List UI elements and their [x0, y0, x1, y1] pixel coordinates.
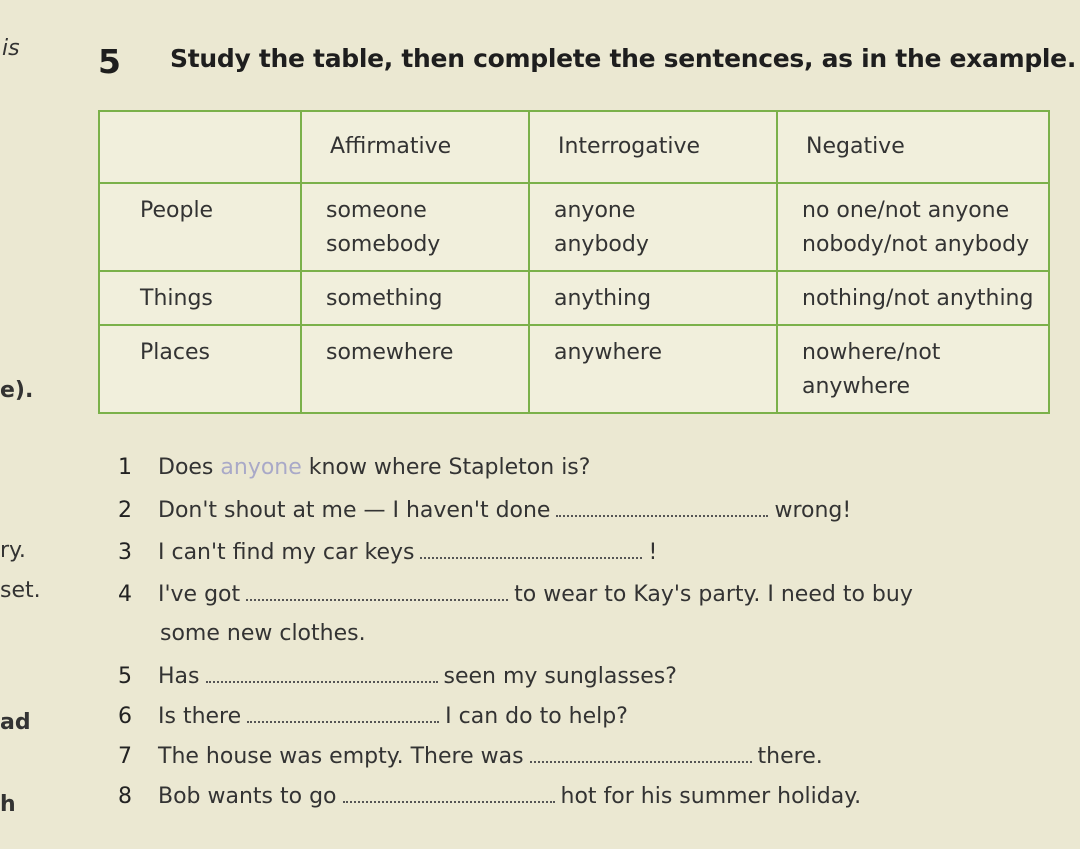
sentence-text: to wear to Kay's party. I need to buy	[514, 582, 913, 607]
sentence-text: I can do to help?	[445, 704, 628, 729]
cell-word: no one/not anyone	[802, 198, 1010, 223]
margin-fragment: is	[2, 36, 20, 61]
cell-negative	[777, 183, 1049, 271]
margin-fragment: h	[0, 792, 16, 817]
sentence-text: !	[648, 540, 658, 565]
sentence-3	[118, 539, 657, 565]
sentence-number: 5	[118, 664, 132, 689]
header-corner-cell	[99, 111, 301, 183]
header-negative: Negative	[777, 111, 1049, 183]
sentence-text: seen my sunglasses?	[443, 664, 677, 689]
cell-affirmative	[301, 325, 529, 413]
margin-fragment: ad	[0, 710, 31, 735]
cell-interrogative	[529, 271, 777, 325]
cell-word: someone	[326, 198, 427, 223]
pronoun-table	[98, 110, 1050, 414]
sentence-number: 1	[118, 455, 132, 480]
table-row	[99, 183, 1049, 271]
sentence-text: Bob wants to go	[158, 784, 337, 809]
cell-negative	[777, 271, 1049, 325]
margin-fragment: set.	[0, 578, 41, 603]
header-interrogative: Interrogative	[529, 111, 777, 183]
sentence-6	[118, 703, 628, 729]
cell-word: anything	[554, 286, 652, 311]
sentence-text: wrong!	[774, 498, 852, 523]
example-answer: anyone	[220, 455, 302, 480]
row-label-people: People	[99, 183, 301, 271]
answer-blank[interactable]	[343, 783, 555, 803]
margin-fragment: ry.	[0, 538, 26, 563]
sentence-2	[118, 497, 851, 523]
row-label-things: Things	[99, 271, 301, 325]
cell-word: nowhere/not anywhere	[802, 340, 941, 399]
sentence-1	[118, 455, 590, 480]
answer-blank[interactable]	[247, 703, 439, 723]
sentence-number: 7	[118, 744, 132, 769]
answer-blank[interactable]	[420, 539, 642, 559]
sentence-text: there.	[757, 744, 823, 769]
sentence-text: Is there	[158, 704, 242, 729]
cell-negative	[777, 325, 1049, 413]
cell-word: something	[326, 286, 443, 311]
cell-affirmative	[301, 271, 529, 325]
sentence-4	[118, 581, 913, 607]
table-row	[99, 325, 1049, 413]
cell-word: somebody	[326, 232, 441, 257]
exercise-number: 5	[98, 42, 121, 81]
sentence-5	[118, 663, 677, 689]
answer-blank[interactable]	[556, 497, 768, 517]
cell-word: nothing/not anything	[802, 286, 1034, 311]
cell-affirmative	[301, 183, 529, 271]
table-row	[99, 271, 1049, 325]
cell-interrogative	[529, 183, 777, 271]
sentence-7	[118, 743, 823, 769]
answer-blank[interactable]	[246, 581, 508, 601]
cell-word: anyone	[554, 198, 636, 223]
sentence-number: 2	[118, 498, 132, 523]
cell-word: nobody/not anybody	[802, 232, 1030, 257]
sentence-4-continuation: some new clothes.	[160, 621, 366, 646]
answer-blank[interactable]	[206, 663, 438, 683]
answer-blank[interactable]	[530, 743, 752, 763]
sentence-text: I can't find my car keys	[158, 540, 415, 565]
exercise-instruction: Study the table, then complete the sentences, as in the example.	[170, 44, 1077, 73]
margin-fragment: e).	[0, 378, 34, 403]
sentence-number: 6	[118, 704, 132, 729]
cell-word: somewhere	[326, 340, 454, 365]
sentence-text: The house was empty. There was	[158, 744, 524, 769]
sentence-text: Don't shout at me — I haven't done	[158, 498, 551, 523]
cell-word: anybody	[554, 232, 649, 257]
sentence-number: 4	[118, 582, 132, 607]
cell-interrogative	[529, 325, 777, 413]
sentence-number: 8	[118, 784, 132, 809]
sentence-number: 3	[118, 540, 132, 565]
header-affirmative: Affirmative	[301, 111, 529, 183]
sentence-text: I've got	[158, 582, 241, 607]
sentence-8	[118, 783, 861, 809]
sentence-text: hot for his summer holiday.	[560, 784, 862, 809]
table-header-row	[99, 111, 1049, 183]
cell-word: anywhere	[554, 340, 663, 365]
row-label-places: Places	[99, 325, 301, 413]
sentence-text: Has	[158, 664, 200, 689]
sentence-text: know where Stapleton is?	[308, 455, 591, 480]
sentence-text: Does	[158, 455, 214, 480]
